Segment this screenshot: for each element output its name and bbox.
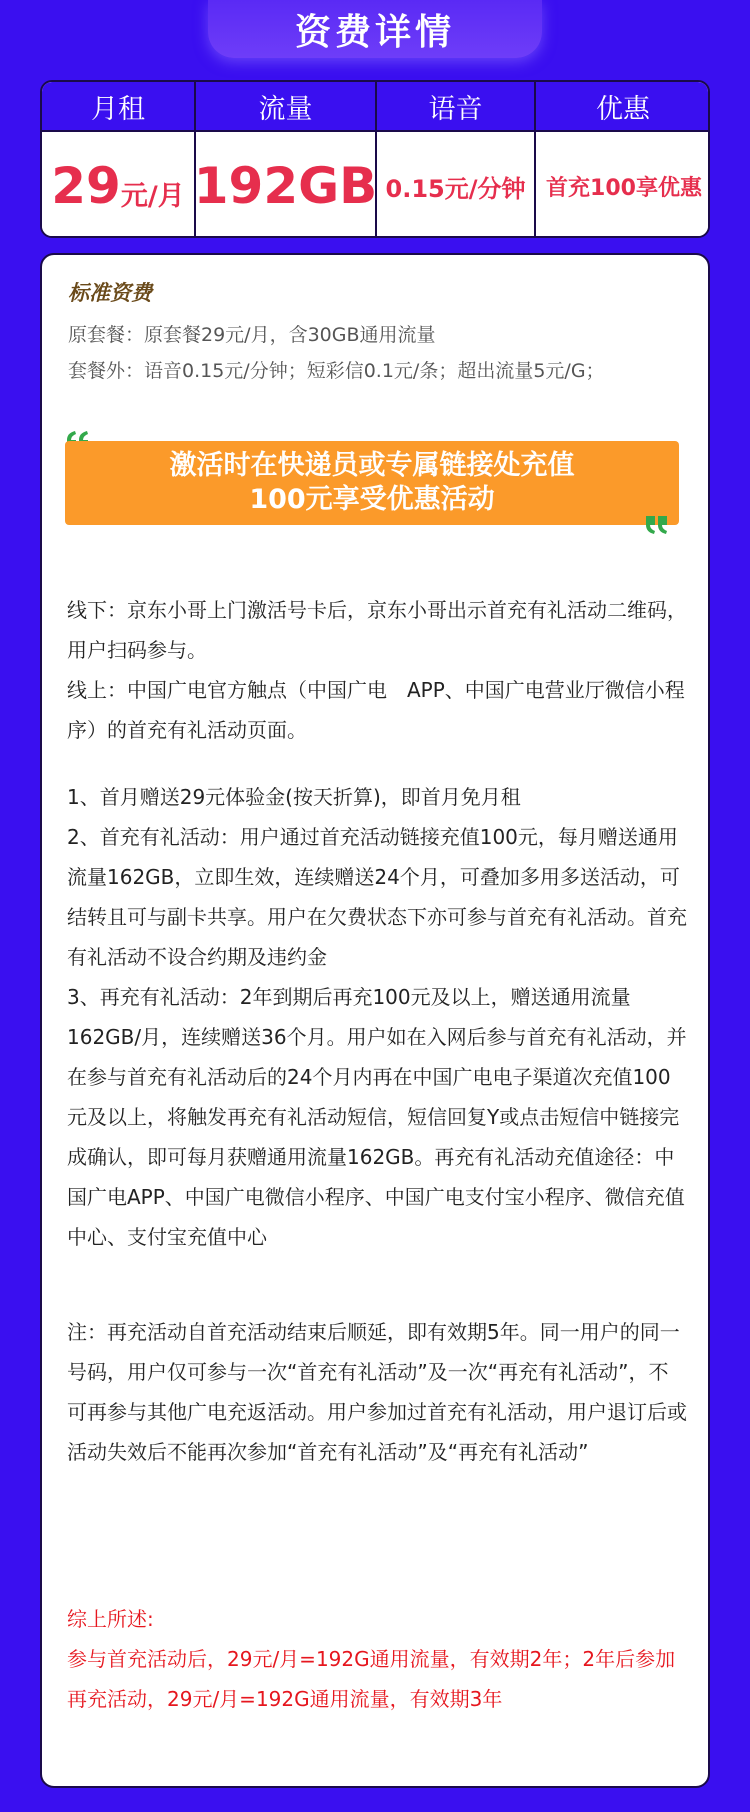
banner-line-2: 100元享受优惠活动 bbox=[249, 484, 495, 515]
rule-item-2: 2、首充有礼活动：用户通过首充活动链接充值100元，每月赠送通用流量162GB，立即生效，连续赠送24个月，可叠加多用多送活动，可结转且可与副卡共享。用户在欠费状态下亦可参与首充有礼活动。首充有礼活动不设合约期及违约金 bbox=[67, 825, 687, 969]
channel-online: 线上：中国广电官方触点（中国广电 APP、中国广电营业厅微信小程序）的首充有礼活动页面。 bbox=[67, 678, 685, 742]
voice-rate: 0.15元/分钟 bbox=[385, 174, 526, 203]
summary-title: 综上所述: bbox=[67, 1607, 154, 1631]
cell-data bbox=[193, 132, 378, 238]
page-title: 资费详情 bbox=[294, 11, 455, 53]
summary-text: 参与首充活动后，29元/月=192G通用流量，有效期2年；2年后参加再充活动，29元/月=192G通用流量，有效期3年 bbox=[67, 1647, 676, 1711]
rent-amount: 29 bbox=[51, 157, 121, 215]
close-quote-icon bbox=[644, 516, 670, 534]
header-monthly-rent: 月租 bbox=[42, 82, 196, 132]
price-table bbox=[40, 80, 710, 238]
header-voice: 语音 bbox=[377, 82, 536, 132]
header-discount: 优惠 bbox=[536, 82, 710, 132]
standard-line-extra: 套餐外：语音0.15元/分钟；短彩信0.1元/条；超出流量5元/G； bbox=[68, 360, 605, 382]
standard-title: 标准资费 bbox=[68, 281, 152, 305]
rent-unit: 元/月 bbox=[120, 180, 185, 212]
cell-voice bbox=[377, 132, 536, 238]
header-data: 流量 bbox=[196, 82, 377, 132]
rule-item-3: 3、再充有礼活动：2年到期后再充100元及以上，赠送通用流量162GB/月，连续赠送36个月。用户如在入网后参与首充有礼活动，并在参与首充有礼活动后的24个月内再在中国广电电子渠道次充值100元及以上，将触发再充有礼活动短信，短信回复Y或点击短信中链接完成确认，即可每月获赠通用流量162GB。再充有礼活动充值途径：中国广电APP、中国广电微信小程序、中国广电支付宝小程序、微信充值中心、支付宝充值中心 bbox=[67, 985, 687, 1249]
details-card bbox=[40, 253, 710, 1788]
cell-monthly-rent bbox=[42, 132, 196, 238]
channel-offline: 线下：京东小哥上门激活号卡后，京东小哥出示首充有礼活动二维码，用户扫码参与。 bbox=[67, 598, 687, 662]
standard-line-original: 原套餐：原套餐29元/月，含30GB通用流量 bbox=[68, 324, 436, 346]
promo-banner bbox=[65, 441, 679, 525]
banner-line-1: 激活时在快递员或专属链接处充值 bbox=[169, 450, 575, 481]
header-tab bbox=[208, 0, 542, 58]
discount-text: 首充100享优惠 bbox=[546, 175, 702, 201]
cell-discount bbox=[536, 132, 710, 238]
rule-item-1: 1、首月赠送29元体验金(按天折算)，即首月免月租 bbox=[67, 785, 521, 809]
data-amount: 192GB bbox=[193, 157, 378, 215]
note-text: 注：再充活动自首充活动结束后顺延，即有效期5年。同一用户的同一号码，用户仅可参与一次“首充有礼活动”及一次“再充有礼活动”，不可再参与其他广电充返活动。用户参加过首充有礼活动，用户退订后或活动失效后不能再次参加“首充有礼活动”及“再充有礼活动” bbox=[67, 1320, 687, 1464]
